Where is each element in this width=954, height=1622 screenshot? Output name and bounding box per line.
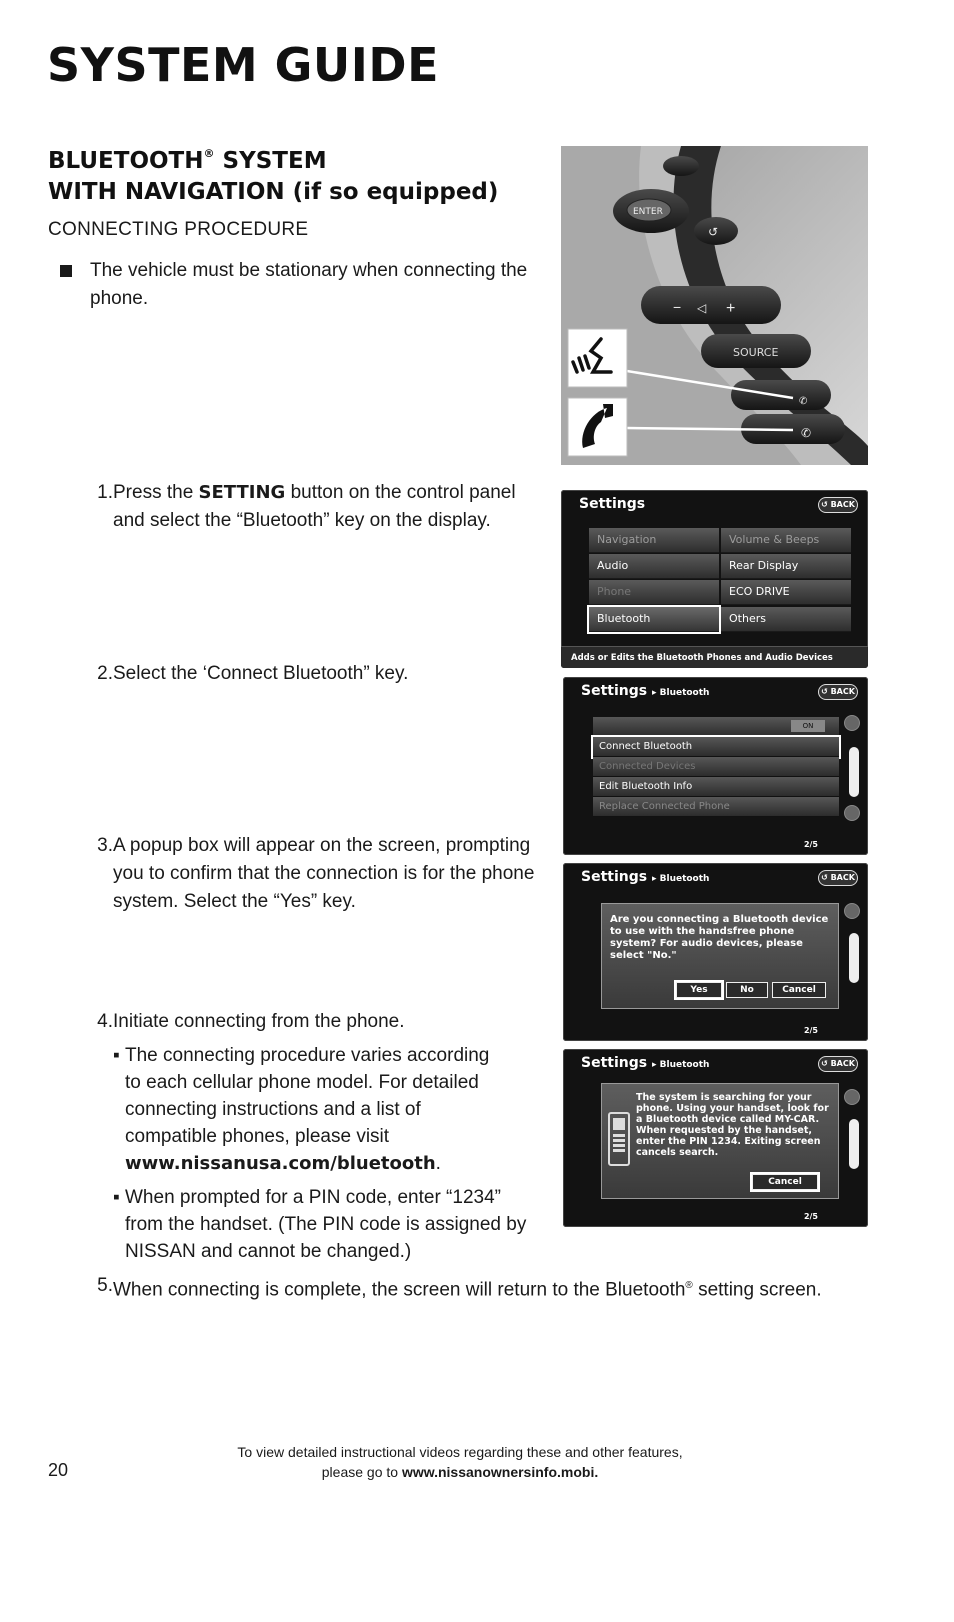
back-label: BACK [830, 1059, 855, 1068]
screen-title [581, 1055, 709, 1071]
no-button[interactable]: No [726, 982, 768, 998]
back-icon: ↺ [821, 500, 828, 509]
screen-title [581, 869, 709, 885]
screen-breadcrumb: ▸ Bluetooth [651, 688, 710, 698]
connect-bluetooth-row[interactable]: Connect Bluetooth [593, 737, 839, 757]
steering-wheel-illustration [561, 146, 868, 465]
menu-phone[interactable]: Phone [589, 580, 719, 605]
screen-title-text: Settings [581, 683, 648, 699]
step-number: 2. [97, 663, 113, 684]
volume-minus-label: − [673, 299, 682, 315]
speaker-icon: ◁ [697, 301, 707, 315]
volume-plus-label: + [726, 300, 736, 317]
settings-screen [561, 490, 868, 668]
step-text-post: button on the control panel and select the “Bluetooth” key on the display. [113, 482, 516, 531]
confirm-popup [601, 903, 839, 1009]
screen-breadcrumb: ▸ Bluetooth [651, 1060, 710, 1070]
page-indicator: 2/5 [803, 1026, 818, 1035]
sub-bullet-text-post: . [435, 1153, 441, 1174]
step-3 [87, 832, 552, 916]
popup-message: The system is searching for your phone. Using your handset, look for a Bluetooth device called MY-CAR. When requested by the handset, enter the PIN 1234. Exiting screen cancels search. [636, 1092, 829, 1158]
back-icon: ↺ [821, 687, 828, 696]
back-label: BACK [830, 687, 855, 696]
step-text [113, 1272, 907, 1304]
screen-title-text: Settings [581, 869, 648, 885]
step-number: 3. [97, 835, 113, 856]
sub-bullet-1 [113, 1042, 493, 1177]
cancel-button[interactable]: Cancel [772, 982, 826, 998]
menu-others[interactable]: Others [721, 607, 851, 632]
back-icon: ↺ [821, 1059, 828, 1068]
page-indicator: 2/5 [803, 840, 818, 849]
menu-volume-beeps[interactable]: Volume & Beeps [721, 528, 851, 553]
bullet-item [60, 257, 530, 313]
scrollbar[interactable] [849, 933, 859, 983]
subheading: CONNECTING PROCEDURE [48, 219, 309, 240]
menu-bluetooth[interactable]: Bluetooth [589, 607, 719, 632]
page-title: SYSTEM GUIDE [47, 38, 439, 92]
step-number: 5. [97, 1275, 113, 1296]
sub-bullet-icon: ▪ [113, 1045, 120, 1066]
sub-bullet-icon: ▪ [113, 1187, 120, 1208]
step-number: 1. [97, 482, 113, 503]
yes-button[interactable]: Yes [676, 982, 722, 998]
back-label: BACK [830, 873, 855, 882]
back-button[interactable] [818, 1056, 858, 1072]
registered-mark: ® [203, 147, 215, 160]
edit-bluetooth-info-row[interactable]: Edit Bluetooth Info [593, 777, 839, 797]
registered-mark: ® [685, 1280, 693, 1291]
bluetooth-settings-screen [563, 677, 868, 855]
on-indicator: ON [791, 720, 825, 732]
sub-bullet-text: When prompted for a PIN code, enter “1234” from the handset. (The PIN code is assigned by NISSAN and cannot be changed.) [125, 1187, 527, 1262]
step-text: A popup box will appear on the screen, prompting you to confirm that the connection is for the phone system. Select the “Yes” key. [113, 835, 535, 912]
scrollbar[interactable] [849, 1119, 859, 1169]
sub-bullet-text-pre: The connecting procedure varies according to each cellular phone model. For detailed connecting instructions and a list of compatible phones, please visit [125, 1045, 490, 1147]
sub-bullet-text [125, 1042, 493, 1177]
menu-navigation[interactable]: Navigation [589, 528, 719, 553]
footer-note-line1: To view detailed instructional videos regarding these and other features, [237, 1444, 683, 1460]
back-button[interactable] [818, 684, 858, 700]
back-button[interactable] [818, 870, 858, 886]
step-4 [87, 1008, 547, 1036]
menu-audio[interactable]: Audio [589, 554, 719, 579]
screen-title [581, 683, 709, 699]
scroll-up-icon[interactable] [844, 1089, 860, 1105]
menu-eco-drive[interactable]: ECO DRIVE [721, 580, 851, 605]
scroll-up-icon[interactable] [844, 715, 860, 731]
menu-rear-display[interactable]: Rear Display [721, 554, 851, 579]
replace-phone-row[interactable]: Replace Connected Phone [593, 797, 839, 817]
section-title-rest: SYSTEM [214, 148, 327, 174]
setting-keyword: SETTING [198, 482, 286, 503]
scroll-up-icon[interactable] [844, 903, 860, 919]
cancel-button[interactable]: Cancel [752, 1174, 818, 1190]
page-indicator: 2/5 [803, 1212, 818, 1221]
square-bullet-icon [60, 265, 72, 277]
section-title-main: BLUETOOTH [48, 148, 204, 174]
step-5 [87, 1272, 907, 1304]
bluetooth-toggle-row[interactable] [593, 717, 839, 737]
voice-small-icon: ✆ [799, 396, 808, 407]
sub-bullet-2 [113, 1184, 533, 1265]
bluetooth-link[interactable]: www.nissanusa.com/bluetooth [125, 1153, 436, 1174]
step-2 [87, 660, 547, 688]
step-text-pre: When connecting is complete, the screen will return to the Bluetooth [113, 1279, 686, 1301]
handset-icon [608, 1112, 630, 1166]
screen-title: Settings [579, 496, 646, 512]
footer-note [200, 1442, 720, 1482]
screen-breadcrumb: ▸ Bluetooth [651, 874, 710, 884]
bullet-text: The vehicle must be stationary when connecting the phone. [90, 260, 528, 309]
section-title-line2: WITH NAVIGATION (if so equipped) [48, 179, 499, 205]
footer-note-pre: please go to [321, 1464, 402, 1480]
connected-devices-row[interactable]: Connected Devices [593, 757, 839, 777]
step-text-post: setting screen. [692, 1279, 822, 1301]
phone-small-icon: ✆ [801, 426, 812, 440]
back-button[interactable] [818, 497, 858, 513]
searching-popup [601, 1083, 839, 1199]
step-text [113, 479, 547, 535]
screen-title-text: Settings [581, 1055, 648, 1071]
searching-popup-screen [563, 1049, 868, 1227]
step-1 [87, 479, 547, 535]
back-label: BACK [830, 500, 855, 509]
scrollbar[interactable] [849, 747, 859, 797]
step-text: Select the ‘Connect Bluetooth” key. [113, 663, 409, 684]
section-title [48, 138, 528, 208]
steering-wheel-photo [561, 146, 868, 465]
step-text-pre: Press the [113, 482, 199, 503]
status-bar: Adds or Edits the Bluetooth Phones and Audio Devices [561, 646, 868, 668]
enter-label: ENTER [633, 207, 663, 217]
page-number: 20 [48, 1460, 69, 1480]
back-arrow-icon: ↺ [708, 225, 719, 239]
confirm-popup-screen [563, 863, 868, 1041]
popup-message: Are you connecting a Bluetooth device to use with the handsfree phone system? For audio devices, please select "No." [610, 914, 829, 961]
owners-info-link[interactable]: www.nissanownersinfo.mobi. [401, 1464, 599, 1480]
back-icon: ↺ [821, 873, 828, 882]
step-number: 4. [97, 1011, 113, 1032]
source-label: SOURCE [733, 346, 779, 359]
step-text: Initiate connecting from the phone. [113, 1011, 405, 1032]
scroll-down-icon[interactable] [844, 805, 860, 821]
